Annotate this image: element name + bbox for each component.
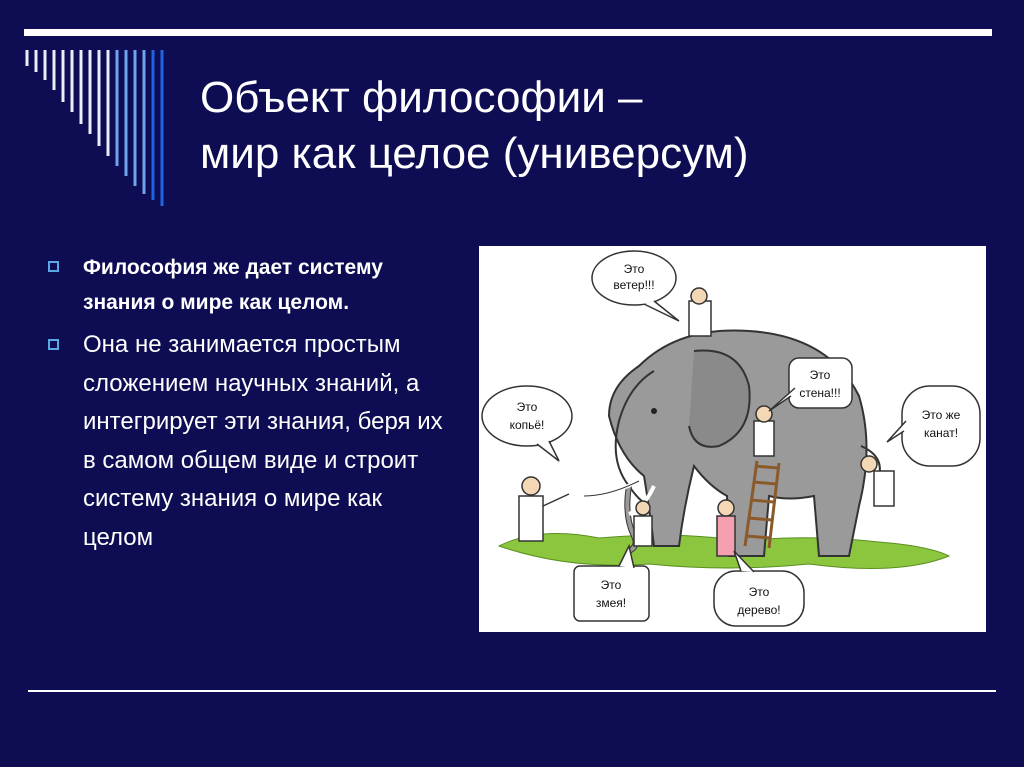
slide-title bbox=[200, 70, 1000, 182]
bullet-text-1: Философия же дает систему знания о мире как целом. bbox=[83, 256, 383, 314]
bullet-text-2: Она не занимается простым сложением научных знаний, а интегрирует эти знания, беря их в самом общем виде и строит систему знания о мире как целом bbox=[83, 331, 443, 551]
bubble-wind-line1: Это bbox=[623, 262, 645, 276]
bubble-tree-line2: дерево! bbox=[737, 603, 781, 617]
bubble-tree-line1: Это bbox=[748, 585, 770, 599]
decorative-stripes bbox=[0, 0, 170, 210]
square-bullet-icon bbox=[48, 261, 59, 272]
elephant-illustration bbox=[479, 246, 986, 632]
bubble-wall-line1: Это bbox=[809, 368, 831, 382]
bottom-rule bbox=[28, 690, 996, 692]
bubble-wall-line2: стена!!! bbox=[799, 386, 841, 400]
bullet-item-2 bbox=[46, 326, 456, 557]
title-line-1: Объект философии – bbox=[200, 73, 643, 122]
bubble-spear-line1: Это bbox=[516, 400, 538, 414]
bubble-spear-line2: копьё! bbox=[509, 418, 545, 432]
bubble-rope-line1: Это же bbox=[921, 408, 961, 422]
square-bullet-icon bbox=[48, 339, 59, 350]
bubble-rope-line2: канат! bbox=[923, 426, 959, 440]
title-line-2: мир как целое (универсум) bbox=[200, 129, 749, 178]
bullet-list bbox=[46, 250, 456, 557]
bullet-item-1 bbox=[46, 250, 456, 320]
bubble-wind-line2: ветер!!! bbox=[613, 278, 655, 292]
bubble-snake-line2: змея! bbox=[595, 596, 627, 610]
bubble-snake-line1: Это bbox=[600, 578, 622, 592]
